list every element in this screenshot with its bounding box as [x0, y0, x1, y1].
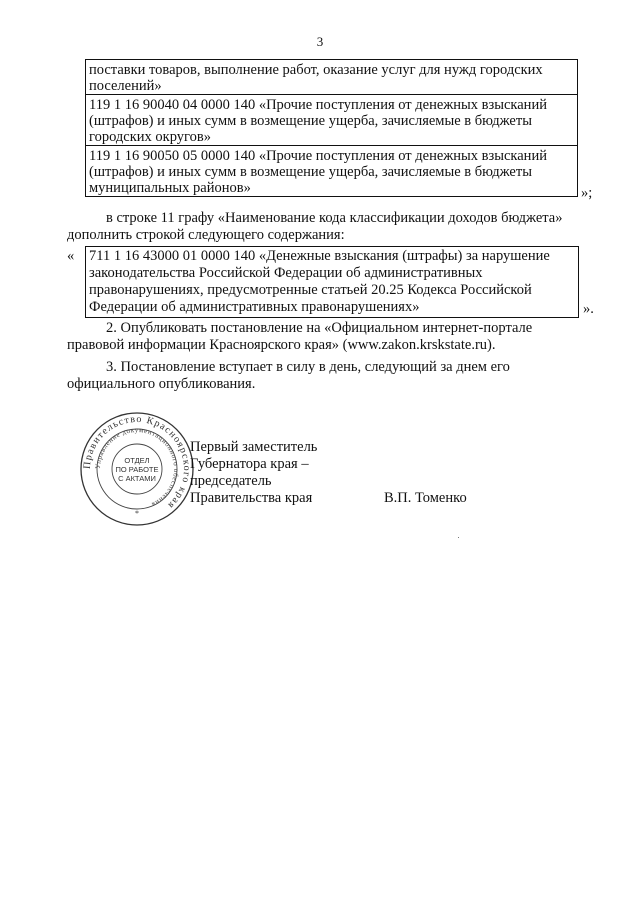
scan-speck	[458, 537, 459, 538]
table-end-mark: »;	[581, 185, 593, 201]
table-row	[86, 146, 578, 197]
intro-line-2: дополнить строкой следующего содержания:	[67, 227, 345, 243]
seal-inner-text: Управление документационного обеспечения	[93, 425, 181, 509]
item-3-line-1: 3. Постановление вступает в силу в день, следующий за днем его	[106, 359, 510, 375]
table-cell-line: городских округов»	[89, 129, 211, 145]
item-3-line-2: официального опубликования.	[67, 376, 256, 392]
seal-center-line: С АКТАМИ	[118, 474, 156, 483]
signature-title-line: Губернатора края –	[190, 456, 309, 472]
table-row	[86, 60, 578, 95]
page-number: 3	[316, 34, 324, 49]
intro-line-1: в строке 11 графу «Наименование кода классификации доходов бюджета»	[106, 210, 563, 226]
signature-title-line: Первый заместитель	[190, 439, 318, 455]
insert-line: 711 1 16 43000 01 0000 140 «Денежные взыскания (штрафы) за нарушение	[89, 248, 550, 264]
item-2-line-2: правовой информации Красноярского края» (www.zakon.krskstate.ru).	[67, 337, 496, 353]
codes-table	[85, 59, 578, 197]
table-cell-line: 119 1 16 90040 04 0000 140 «Прочие поступления от денежных взысканий	[89, 97, 547, 113]
insert-open-mark: «	[67, 248, 75, 264]
insert-line: Федерации об административных правонарушениях»	[89, 299, 420, 315]
table-cell-line: поставки товаров, выполнение работ, оказание услуг для нужд городских	[89, 62, 543, 78]
insert-line: правонарушениях, предусмотренные статьей 20.25 Кодекса Российской	[89, 282, 532, 298]
seal-star-icon: *	[135, 509, 139, 518]
table-cell-line: (штрафов) и иных сумм в возмещение ущерба, зачисляемые в бюджеты	[89, 113, 532, 129]
signature-title-line: Правительства края	[190, 490, 313, 506]
insert-box	[85, 246, 579, 318]
table-cell-line: муниципальных районов»	[89, 180, 251, 196]
table-row	[86, 95, 578, 146]
seal-stamp	[78, 410, 196, 528]
seal-center-line: ПО РАБОТЕ	[115, 465, 159, 474]
table-cell-line: (штрафов) и иных сумм в возмещение ущерба, зачисляемые в бюджеты	[89, 164, 532, 180]
table-cell-line: поселений»	[89, 78, 162, 94]
insert-close-mark: ».	[583, 301, 594, 317]
item-2-line-1: 2. Опубликовать постановление на «Официальном интернет-портале	[106, 320, 533, 336]
signature-title	[190, 439, 317, 507]
table-cell-line: 119 1 16 90050 05 0000 140 «Прочие поступления от денежных взысканий	[89, 148, 547, 164]
signature-title-line: председатель	[190, 473, 272, 489]
insert-line: законодательства Российской Федерации об административных	[89, 265, 483, 281]
signatory-name: В.П. Томенко	[384, 490, 467, 506]
seal-outer-text: Правительство Красноярского края	[81, 413, 193, 512]
seal-center-line: ОТДЕЛ	[124, 456, 150, 465]
